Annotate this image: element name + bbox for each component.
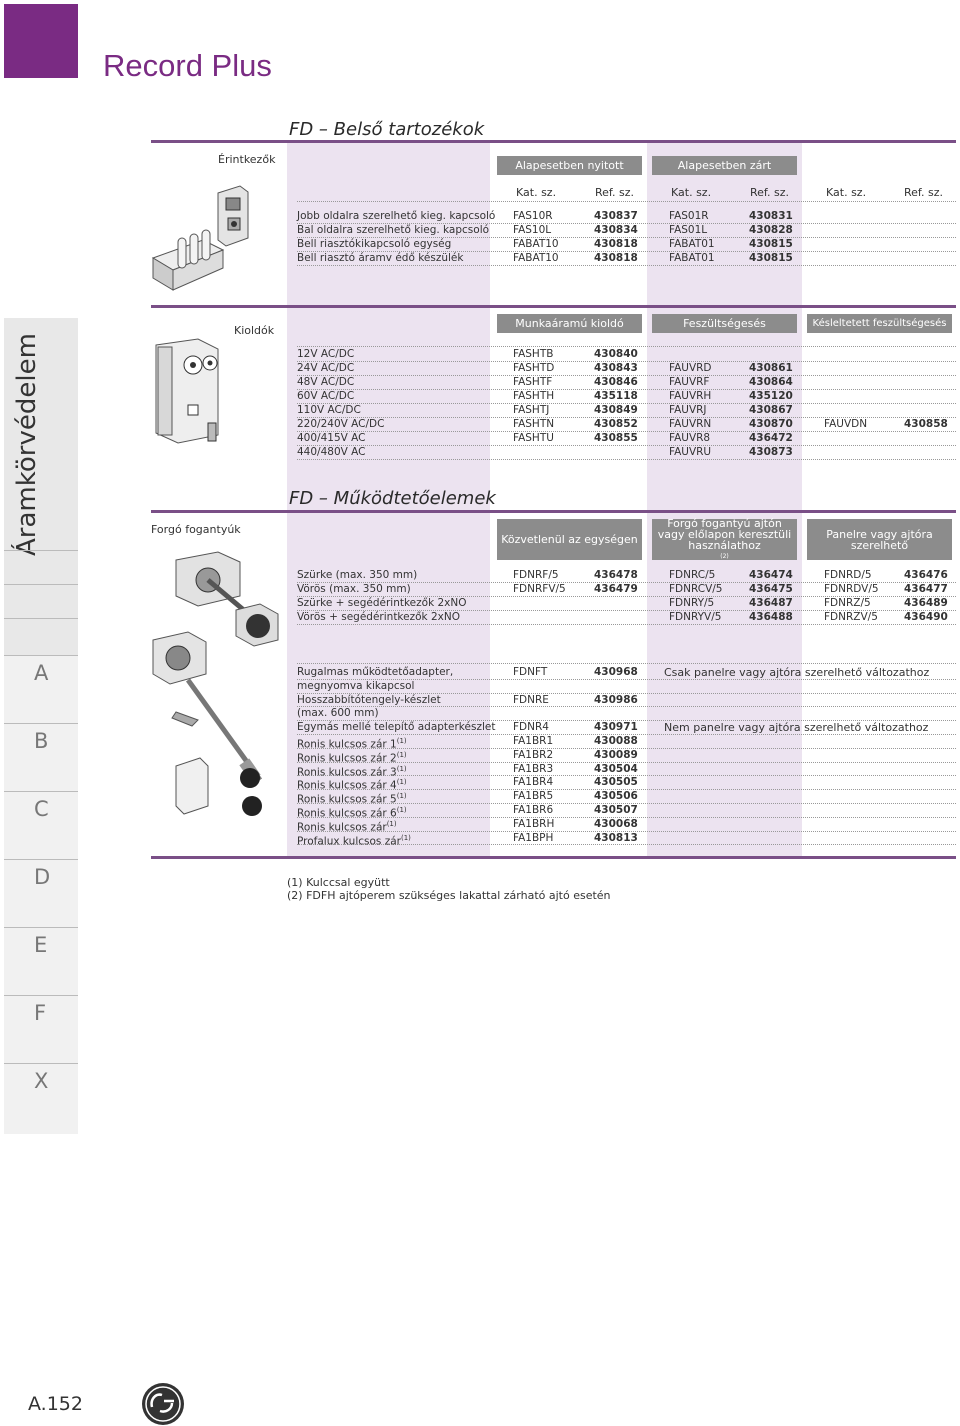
ref-number: 430088 [594,735,638,747]
side-tab-a: A [4,655,78,689]
page-title: Record Plus [103,48,272,83]
cat-number: FDNRZV/5 [824,611,878,623]
ref-number: 430831 [749,210,793,222]
cat-number: FA1BR5 [513,790,554,803]
auxiliary-contact-image [148,178,280,296]
cat-number: FA1BR2 [513,748,554,761]
cat-number: FABAT01 [669,238,715,250]
table-row [297,224,956,238]
row-description: 220/240V AC/DC [297,418,385,430]
table-row [297,446,956,460]
ref-number: 430864 [749,376,793,388]
row-description: Bell riasztókikapcsoló egység [297,238,452,250]
row-footnote-ref: (1) [396,737,407,745]
table-row [297,569,956,583]
table-row [297,832,956,846]
ref-number: 430858 [904,418,948,430]
release-image [148,335,238,447]
table-row [297,583,956,597]
cat-number: FA1BR4 [513,776,554,789]
ref-number: 436490 [904,611,948,623]
section3-title: FD – Működtetőelemek [289,488,496,509]
ref-number: 436488 [749,611,793,623]
table-row [297,252,956,266]
row-description: 48V AC/DC [297,376,355,388]
ref-number: 436474 [749,569,793,581]
cat-number: FDNRYV/5 [669,611,722,623]
table-row [297,418,956,432]
row-description: 24V AC/DC [297,362,355,374]
header-door-rotary-sup: (2) [720,552,729,560]
ref-number: 435120 [749,390,793,402]
ref-number: 435118 [594,390,638,402]
col-ref-1: Ref. sz. [595,186,634,199]
header-undervoltage: Feszültségesés [652,314,797,333]
ref-number: 430855 [594,432,638,444]
ref-number: 430068 [594,817,638,830]
footnote-2: (2) FDFH ajtóperem szükséges lakattal zárható ajtó esetén [287,889,611,902]
ref-number: 430504 [594,762,638,775]
table-row [297,776,956,790]
page-number: A.152 [28,1393,83,1415]
cat-number: FABAT01 [669,252,715,264]
row-description: 110V AC/DC [297,404,361,416]
side-tab-b: B [4,723,78,757]
section2-rule [151,305,956,308]
cat-number: FASHTU [513,432,554,444]
row-footnote-ref: (1) [396,778,407,787]
s4-top-rule [297,663,956,664]
cat-number: FASHTD [513,362,555,374]
header-door-rotary-text: Forgó fogantyú ajtón vagy előlapon keresztüli használathoz [657,516,792,552]
table-row [297,680,956,694]
header-normally-open: Alapesetben nyitott [497,156,642,175]
table-row [297,376,956,390]
cat-number: FAUVRH [669,390,712,402]
ref-number: 430861 [749,362,793,374]
row-description: Ronis kulcsos zár 3$^{(1)}$ [297,764,407,779]
row-footnote-ref: (1) [396,792,407,801]
header-normally-closed: Alapesetben zárt [652,156,797,175]
cat-number: FABAT10 [513,238,559,250]
ref-number: 436478 [594,569,638,581]
cat-number: FDNRFV/5 [513,583,566,595]
row-footnote-ref: (1) [396,764,407,773]
row-note: Nem panelre vagy ajtóra szerelhető változathoz [664,721,929,735]
cat-number: FAUVRN [669,418,712,430]
col-ref-2: Ref. sz. [750,186,789,199]
row-description: Hosszabbítótengely-készlet [297,693,441,706]
row-note: Csak panelre vagy ajtóra szerelhető változathoz [664,666,930,679]
table-row [297,210,956,224]
section1-rule [151,140,956,143]
side-lines [4,550,78,652]
row-description: Jobb oldalra szerelhető kieg. kapcsoló [297,210,496,222]
rotary-handle-image [148,550,283,850]
ref-number: 430818 [594,238,638,250]
header-shunt-trip: Munkaáramú kioldó [497,314,642,333]
cat-number: FA1BPH [513,831,554,844]
side-tab-c: C [4,791,78,825]
ref-number: 430834 [594,224,638,236]
table-row [297,432,956,446]
ref-number: 430840 [594,348,638,360]
cat-number: FDNRD/5 [824,569,872,581]
table-row [297,238,956,252]
ge-logo [140,1381,186,1426]
ref-number: 436475 [749,583,793,595]
side-tab-e: E [4,927,78,961]
table-row [297,749,956,763]
row-description: Ronis kulcsos zár$^{(1)}$ [297,819,397,834]
row-description: Ronis kulcsos zár 2$^{(1)}$ [297,750,407,765]
ref-number: 430813 [594,831,638,844]
ref-number: 430968 [594,666,638,678]
cat-number: FAUVRU [669,446,712,458]
cat-number: FASHTB [513,348,554,360]
header-door-rotary [652,516,797,560]
s2-top-rule [297,346,956,347]
ref-number: 436487 [749,597,793,609]
row-description: megnyomva kikapcsol [297,679,415,692]
table-row [297,790,956,804]
row-description: Ronis kulcsos zár 4$^{(1)}$ [297,778,407,792]
row-description: Bal oldalra szerelhető kieg. kapcsoló [297,224,490,236]
ref-number: 430815 [749,252,793,264]
cat-number: FAUVR8 [669,432,711,444]
cat-number: FAS10L [513,224,552,236]
table-row [297,707,956,721]
ref-number: 436476 [904,569,948,581]
ref-number: 430867 [749,404,793,416]
cat-number: FAUVRD [669,362,712,374]
table-row [297,597,956,611]
cat-number: FAUVRJ [669,404,707,416]
ref-number: 436489 [904,597,948,609]
row-footnote-ref: (1) [396,806,407,814]
table-row [297,404,956,418]
ref-number: 430837 [594,210,638,222]
row-description: (max. 600 mm) [297,707,379,720]
cat-number: FDNRZ/5 [824,597,871,609]
section3-group: Forgó fogantyúk [151,523,241,536]
cat-number: FAS01R [669,210,709,222]
ref-number: 436477 [904,583,948,595]
cat-number: FAS10R [513,210,553,222]
row-description: Vörös + segédérintkezők 2xNO [297,611,460,623]
row-description: Szürke (max. 350 mm) [297,569,418,581]
cat-number: FDNRY/5 [669,597,715,609]
ref-number: 436479 [594,583,638,595]
header-panel-door: Panelre vagy ajtóra szerelhető [807,519,952,560]
cat-number: FASHTH [513,390,555,402]
header-direct: Közvetlenül az egységen [497,519,642,560]
cat-number: FDNFT [513,666,548,678]
footnote-1: (1) Kulccsal együtt [287,876,390,889]
col-kat-2: Kat. sz. [671,186,712,199]
ref-number: 430849 [594,404,638,416]
col-kat-3: Kat. sz. [826,186,867,199]
cat-number: FDNRF/5 [513,569,559,581]
header-delayed-undervoltage: Késleltetett feszültségesés [807,314,952,333]
row-description: 12V AC/DC [297,348,355,360]
cat-number: FASHTJ [513,404,550,416]
ref-number: 430843 [594,362,638,374]
section1-title: FD – Belső tartozékok [289,119,485,140]
row-description: Profalux kulcsos zár$^{(1)}$ [297,833,411,848]
row-description: 400/415V AC [297,432,366,444]
row-description: Rugalmas működtetőadapter, [297,666,454,678]
ref-number: 436472 [749,432,793,444]
table-row [297,390,956,404]
row-description: 60V AC/DC [297,390,355,402]
cat-number: FDNR4 [513,721,549,734]
cat-number: FA1BRH [513,817,555,830]
ref-number: 430852 [594,418,638,430]
row-footnote-ref: (1) [396,750,407,759]
colh-rule [297,201,956,202]
table-row [297,818,956,832]
ref-number: 430507 [594,804,638,816]
ref-number: 430089 [594,748,638,761]
cat-number: FDNRDV/5 [824,583,879,595]
cat-number: FDNRC/5 [669,569,716,581]
ref-number: 430505 [594,776,638,789]
cat-number: FA1BR1 [513,735,554,747]
row-description: Vörös (max. 350 mm) [297,583,411,595]
table-row [297,611,956,625]
cat-number: FAS01L [669,224,708,236]
row-description: Szürke + segédérintkezők 2xNO [297,597,467,609]
side-tab-f: F [4,995,78,1029]
cat-number: FA1BR6 [513,804,554,816]
table-row [297,694,956,708]
cat-number: FDNRCV/5 [669,583,723,595]
row-footnote-ref: (1) [400,833,411,842]
table-row [297,362,956,376]
row-description: Ronis kulcsos zár 6$^{(1)}$ [297,806,407,820]
cat-number: FA1BR3 [513,762,554,775]
side-label: Áramkörvédelem [12,333,42,556]
cat-number: FABAT10 [513,252,559,264]
ref-number: 430828 [749,224,793,236]
side-tab-d: D [4,859,78,893]
section3-rule [151,510,956,513]
ref-number: 430873 [749,446,793,458]
cat-number: FAUVRF [669,376,710,388]
section1-group: Érintkezők [218,153,276,166]
col-ref-3: Ref. sz. [904,186,943,199]
table-row [297,735,956,749]
ref-number: 430870 [749,418,793,430]
cat-number: FASHTF [513,376,553,388]
ref-number: 430986 [594,693,638,706]
bottom-rule [151,856,956,859]
table-row [297,721,956,735]
row-description: 440/480V AC [297,446,366,458]
ref-number: 430971 [594,721,638,734]
row-footnote-ref: (1) [386,819,397,828]
brand-block [4,4,78,78]
row-description: Egymás mellé telepítő adapterkészlet [297,721,496,734]
ref-number: 430506 [594,790,638,803]
table-row [297,348,956,362]
ref-number: 430815 [749,238,793,250]
cat-number: FASHTN [513,418,555,430]
row-description: Bell riasztó áramv édő készülék [297,252,464,264]
table-row [297,763,956,777]
ref-number: 430846 [594,376,638,388]
cat-number: FAUVDN [824,418,868,430]
section2-group: Kioldók [234,324,275,337]
row-description: Ronis kulcsos zár 1$^{(1)}$ [297,737,407,751]
ref-number: 430818 [594,252,638,264]
table-row [297,666,956,680]
side-tab-x: X [4,1063,78,1097]
cat-number: FDNRE [513,693,549,706]
row-description: Ronis kulcsos zár 5$^{(1)}$ [297,792,407,806]
col-kat-1: Kat. sz. [516,186,557,199]
table-row [297,804,956,818]
